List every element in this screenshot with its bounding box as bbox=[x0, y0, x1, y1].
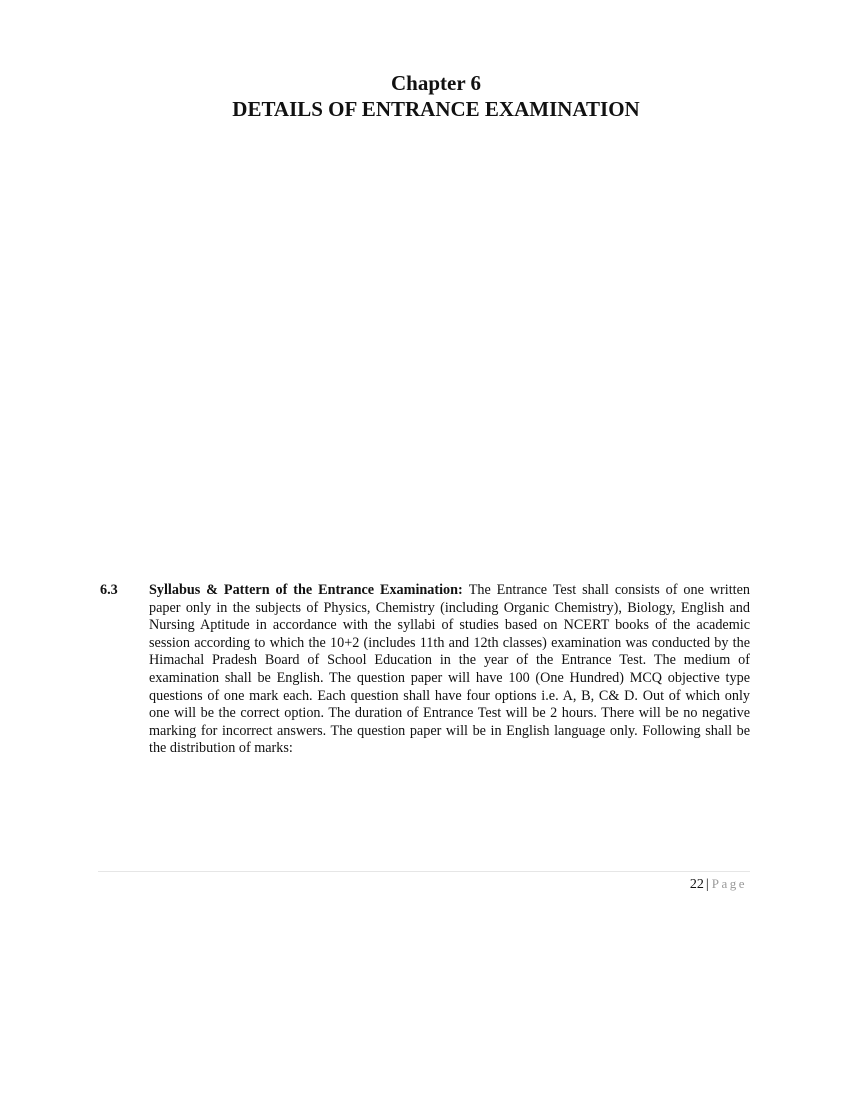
page-number: 22 bbox=[689, 877, 704, 892]
section-6-3 bbox=[100, 582, 750, 758]
chapter-heading bbox=[0, 70, 850, 122]
footer-divider bbox=[98, 871, 750, 872]
section-number: 6.3 bbox=[100, 582, 118, 598]
section-paragraph bbox=[149, 582, 750, 758]
page-footer bbox=[690, 875, 747, 894]
page-label: Page bbox=[711, 876, 747, 891]
chapter-number: Chapter 6 bbox=[390, 71, 482, 95]
section-body-text: The Entrance Test shall consists of one written paper only in the subjects of Physics, Chemistry (including Organic Chemistry), Biology, English and Nursing Aptitude in accordance with the syllabi of studies based on NCERT books of the academic session according to which the 10+2 (includes 11th and 12th classes) examination was conducted by the Himachal Pradesh Board of School Education in the year of the Entrance Test. The medium of examination shall be English. The question paper will have 100 (One Hundred) MCQ objective type questions of one mark each. Each question shall have four options i.e. A, B, C& D. Out of which only one will be the correct option. The duration of Entrance Test will be 2 hours. There will be no negative marking for incorrect answers. The question paper will be in English language only. Following shall be the distribution of marks: bbox=[149, 582, 750, 757]
footer-separator: | bbox=[705, 877, 709, 892]
section-title: Syllabus & Pattern of the Entrance Examination: bbox=[149, 582, 469, 598]
chapter-title: DETAILS OF ENTRANCE EXAMINATION bbox=[232, 97, 640, 121]
